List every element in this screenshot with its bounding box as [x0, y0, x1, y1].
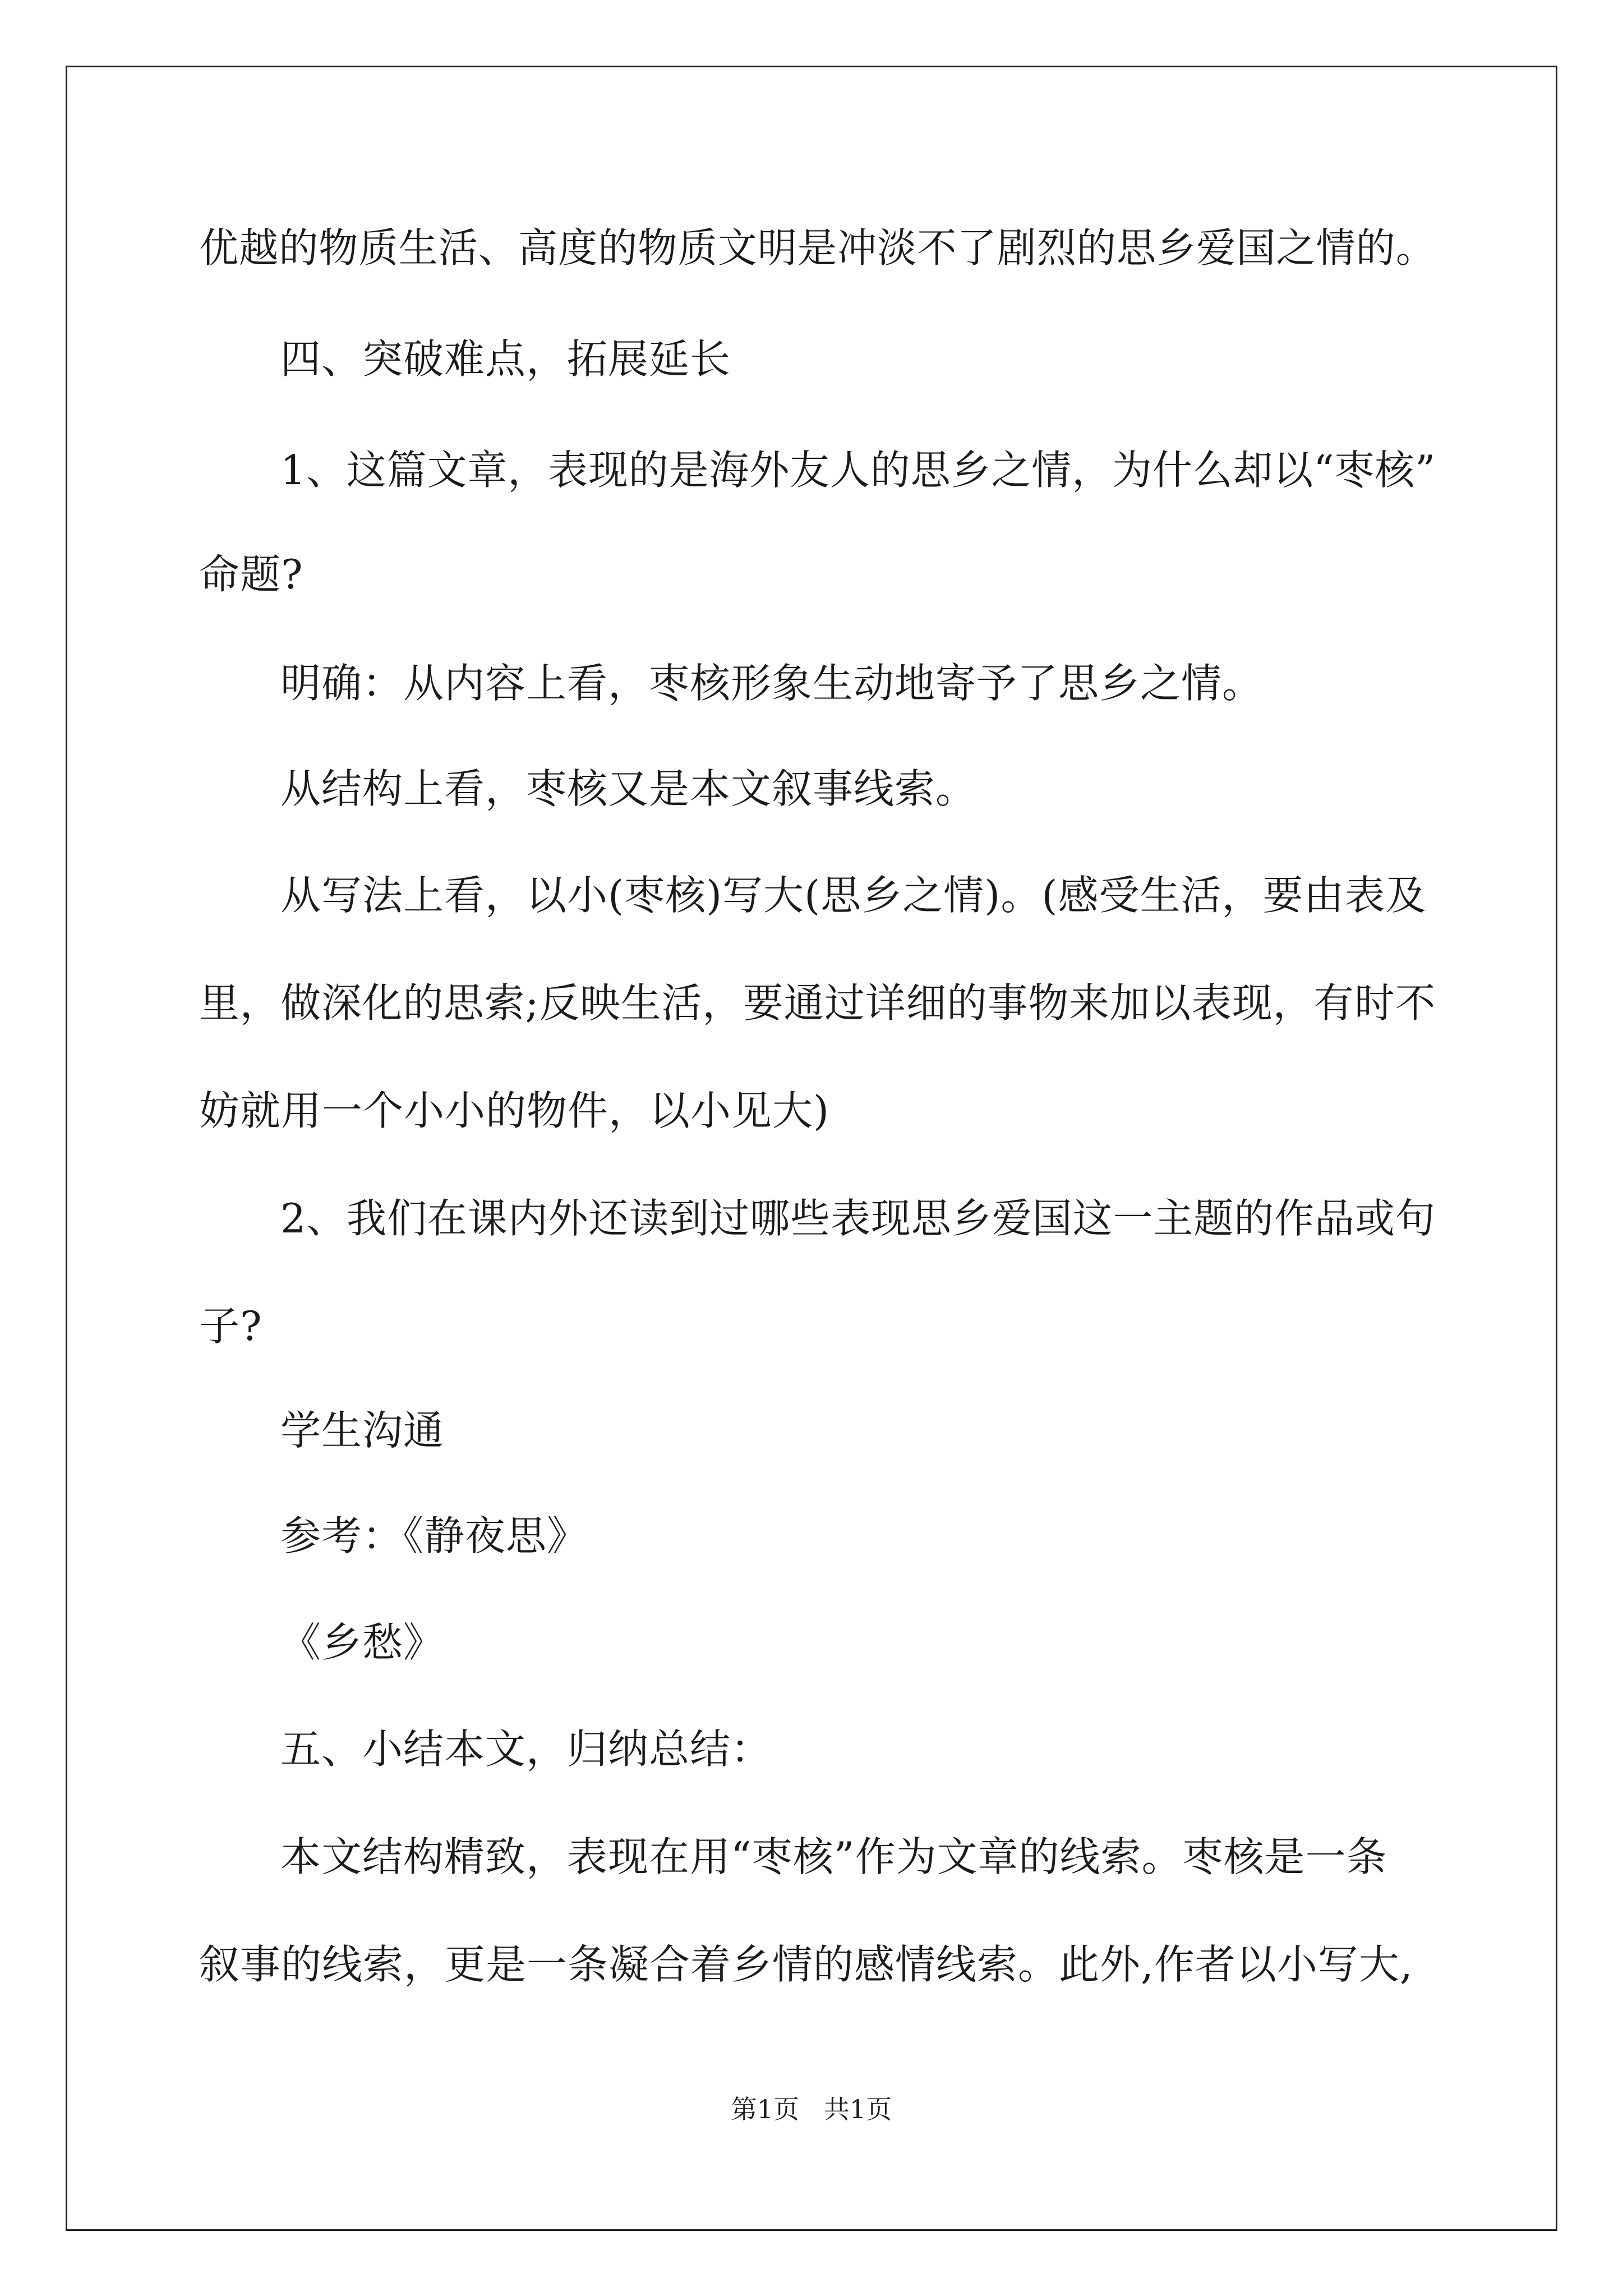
question-2-line-2: 子? — [199, 1303, 262, 1350]
body-line-1: 优越的物质生活、高度的物质文明是冲淡不了剧烈的思乡爱国之情的。 — [199, 224, 1436, 272]
answer-content: 明确：从内容上看，枣核形象生动地寄予了思乡之情。 — [280, 660, 1264, 707]
answer-technique-line-3: 妨就用一个小小的物件，以小见大) — [199, 1087, 830, 1134]
reference-2: 《乡愁》 — [280, 1619, 445, 1666]
student-discussion: 学生沟通 — [280, 1407, 445, 1454]
section-heading-5: 五、小结本文，归纳总结： — [280, 1726, 772, 1773]
question-1-line-2: 命题? — [199, 551, 303, 598]
answer-technique-line-1: 从写法上看，以小(枣核)写大(思乡之情)。(感受生活，要由表及 — [280, 872, 1427, 919]
question-2-line-1: 2、我们在课内外还读到过哪些表现思乡爱国这一主题的作品或句 — [280, 1195, 1436, 1242]
reference-1: 参考：《静夜思》 — [280, 1512, 588, 1559]
section-heading-4: 四、突破难点，拓展延长 — [280, 335, 731, 383]
answer-technique-line-2: 里，做深化的思索;反映生活，要通过详细的事物来加以表现，有时不 — [199, 979, 1436, 1027]
summary-line-1: 本文结构精致，表现在用“枣核”作为文章的线索。枣核是一条 — [280, 1833, 1387, 1880]
answer-structure: 从结构上看，枣核又是本文叙事线索。 — [280, 765, 977, 812]
question-1-line-1: 1、这篇文章，表现的是海外友人的思乡之情，为什么却以“枣核” — [280, 447, 1436, 494]
page-number-footer: 第1页 共1页 — [731, 2094, 892, 2124]
summary-line-2: 叙事的线索，更是一条凝合着乡情的感情线索。此外,作者以小写大, — [199, 1941, 1413, 1988]
page-border — [66, 66, 1557, 2231]
